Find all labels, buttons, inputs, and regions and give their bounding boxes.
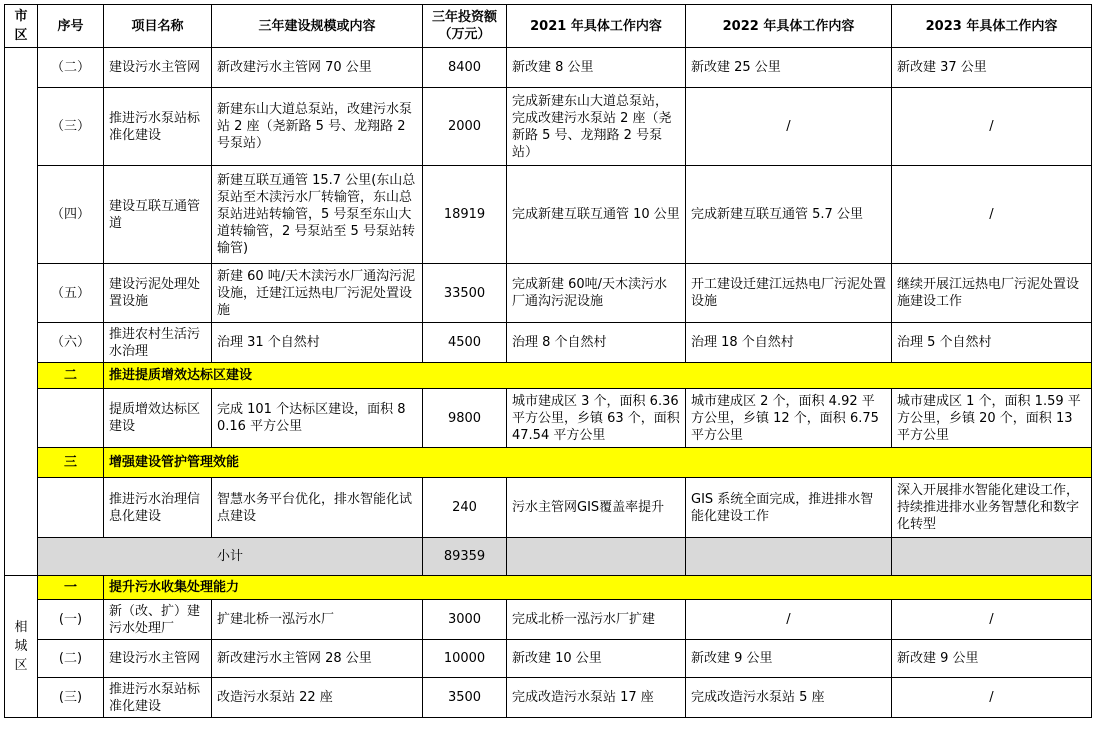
row-2023: 继续开展江远热电厂污泥处置设施建设工作 <box>892 264 1092 323</box>
subtotal-blank-2023 <box>892 538 1092 576</box>
row-scope: 新建互联互通管 15.7 公里(东山总泵站至木渎污水厂转输管，东山总泵站进站转输管，5 号泵至东山大道转输管，2 号泵站至 5 号泵站转输管) <box>212 166 423 264</box>
table-row <box>5 640 1092 678</box>
header-2023: 2023 年具体工作内容 <box>892 5 1092 48</box>
row-2023: 新改建 37 公里 <box>892 48 1092 88</box>
table-row <box>5 389 1092 448</box>
row-index: (三) <box>38 678 104 718</box>
row-2021: 完成新建东山大道总泵站，完成改建污水泵站 2 座（尧新路 5 号、龙翔路 2 号泵站） <box>507 88 686 166</box>
header-2022: 2022 年具体工作内容 <box>686 5 892 48</box>
row-scope: 新改建污水主管网 28 公里 <box>212 640 423 678</box>
row-project: 推进农村生活污水治理 <box>104 323 212 363</box>
section-title: 增强建设管护管理效能 <box>104 448 1092 478</box>
section-index: 二 <box>38 363 104 389</box>
row-2023: 治理 5 个自然村 <box>892 323 1092 363</box>
row-project: 建设污水主管网 <box>104 48 212 88</box>
row-index: （六） <box>38 323 104 363</box>
table-row <box>5 323 1092 363</box>
row-2022: 完成改造污水泵站 5 座 <box>686 678 892 718</box>
row-2023: / <box>892 600 1092 640</box>
row-invest: 10000 <box>423 640 507 678</box>
row-index <box>38 389 104 448</box>
table-row <box>5 48 1092 88</box>
row-scope: 新建东山大道总泵站，改建污水泵站 2 座（尧新路 5 号、龙翔路 2 号泵站） <box>212 88 423 166</box>
header-2021: 2021 年具体工作内容 <box>507 5 686 48</box>
row-2023: / <box>892 88 1092 166</box>
section-row <box>5 448 1092 478</box>
row-2022: 城市建成区 2 个，面积 4.92 平方公里，乡镇 12 个，面积 6.75 平方公里 <box>686 389 892 448</box>
row-index: （二） <box>38 48 104 88</box>
header-scope: 三年建设规模或内容 <box>212 5 423 48</box>
row-2021: 新改建 8 公里 <box>507 48 686 88</box>
row-2021: 新改建 10 公里 <box>507 640 686 678</box>
section-index: 一 <box>38 576 104 600</box>
table-row <box>5 478 1092 538</box>
row-project: 推进污水泵站标准化建设 <box>104 88 212 166</box>
row-project: 建设污水主管网 <box>104 640 212 678</box>
row-scope: 扩建北桥一泓污水厂 <box>212 600 423 640</box>
row-project: 推进污水治理信息化建设 <box>104 478 212 538</box>
row-project: 建设互联互通管道 <box>104 166 212 264</box>
header-district: 市区 <box>5 5 38 48</box>
row-index: （五） <box>38 264 104 323</box>
section-title: 提升污水收集处理能力 <box>104 576 1092 600</box>
row-2021: 完成新建 60吨/天木渎污水厂通沟污泥设施 <box>507 264 686 323</box>
row-2021: 污水主管网GIS覆盖率提升 <box>507 478 686 538</box>
header-project: 项目名称 <box>104 5 212 48</box>
row-invest: 240 <box>423 478 507 538</box>
row-2022: / <box>686 600 892 640</box>
section-title: 推进提质增效达标区建设 <box>104 363 1092 389</box>
subtotal-blank-2022 <box>686 538 892 576</box>
row-invest: 18919 <box>423 166 507 264</box>
row-2021: 城市建成区 3 个，面积 6.36 平方公里，乡镇 63 个，面积 47.54 平方公里 <box>507 389 686 448</box>
row-2023: 城市建成区 1 个，面积 1.59 平方公里，乡镇 20 个，面积 13 平方公里 <box>892 389 1092 448</box>
row-2022: / <box>686 88 892 166</box>
row-2022: GIS 系统全面完成，推进排水智能化建设工作 <box>686 478 892 538</box>
row-2023: / <box>892 678 1092 718</box>
header-index: 序号 <box>38 5 104 48</box>
row-invest: 3000 <box>423 600 507 640</box>
row-2023: / <box>892 166 1092 264</box>
row-scope: 改造污水泵站 22 座 <box>212 678 423 718</box>
subtotal-blank-2021 <box>507 538 686 576</box>
row-index: （三） <box>38 88 104 166</box>
row-project: 推进污水泵站标准化建设 <box>104 678 212 718</box>
row-2021: 完成改造污水泵站 17 座 <box>507 678 686 718</box>
row-project: 建设污泥处理处置设施 <box>104 264 212 323</box>
row-2022: 开工建设迁建江远热电厂污泥处置设施 <box>686 264 892 323</box>
row-index <box>38 478 104 538</box>
row-project: 新（改、扩）建污水处理厂 <box>104 600 212 640</box>
row-2023: 新改建 9 公里 <box>892 640 1092 678</box>
table-row <box>5 678 1092 718</box>
header-invest: 三年投资额（万元） <box>423 5 507 48</box>
row-invest: 8400 <box>423 48 507 88</box>
row-scope: 治理 31 个自然村 <box>212 323 423 363</box>
work-plan-table <box>4 4 1092 718</box>
row-2023: 深入开展排水智能化建设工作，持续推进排水业务智慧化和数字化转型 <box>892 478 1092 538</box>
row-project: 提质增效达标区建设 <box>104 389 212 448</box>
section-row <box>5 363 1092 389</box>
section-index: 三 <box>38 448 104 478</box>
table-row <box>5 600 1092 640</box>
subtotal-row <box>5 538 1092 576</box>
row-2022: 治理 18 个自然村 <box>686 323 892 363</box>
row-invest: 9800 <box>423 389 507 448</box>
row-scope: 新建 60 吨/天木渎污水厂通沟污泥设施，迁建江远热电厂污泥处置设施 <box>212 264 423 323</box>
row-invest: 2000 <box>423 88 507 166</box>
subtotal-invest: 89359 <box>423 538 507 576</box>
row-2021: 完成新建互联互通管 10 公里 <box>507 166 686 264</box>
section-row <box>5 576 1092 600</box>
row-scope: 新改建污水主管网 70 公里 <box>212 48 423 88</box>
row-index: (一) <box>38 600 104 640</box>
header-row <box>5 5 1092 48</box>
row-index: （四） <box>38 166 104 264</box>
row-2021: 治理 8 个自然村 <box>507 323 686 363</box>
row-index: (二) <box>38 640 104 678</box>
district-cell-blank <box>5 48 38 576</box>
row-scope: 完成 101 个达标区建设，面积 80.16 平方公里 <box>212 389 423 448</box>
row-2022: 完成新建互联互通管 5.7 公里 <box>686 166 892 264</box>
row-invest: 4500 <box>423 323 507 363</box>
row-2022: 新改建 25 公里 <box>686 48 892 88</box>
row-invest: 3500 <box>423 678 507 718</box>
table-row <box>5 88 1092 166</box>
row-2021: 完成北桥一泓污水厂扩建 <box>507 600 686 640</box>
row-2022: 新改建 9 公里 <box>686 640 892 678</box>
row-invest: 33500 <box>423 264 507 323</box>
table-row <box>5 166 1092 264</box>
subtotal-label: 小计 <box>38 538 423 576</box>
district-label: 相城区 <box>5 576 38 718</box>
table-row <box>5 264 1092 323</box>
row-scope: 智慧水务平台优化，排水智能化试点建设 <box>212 478 423 538</box>
